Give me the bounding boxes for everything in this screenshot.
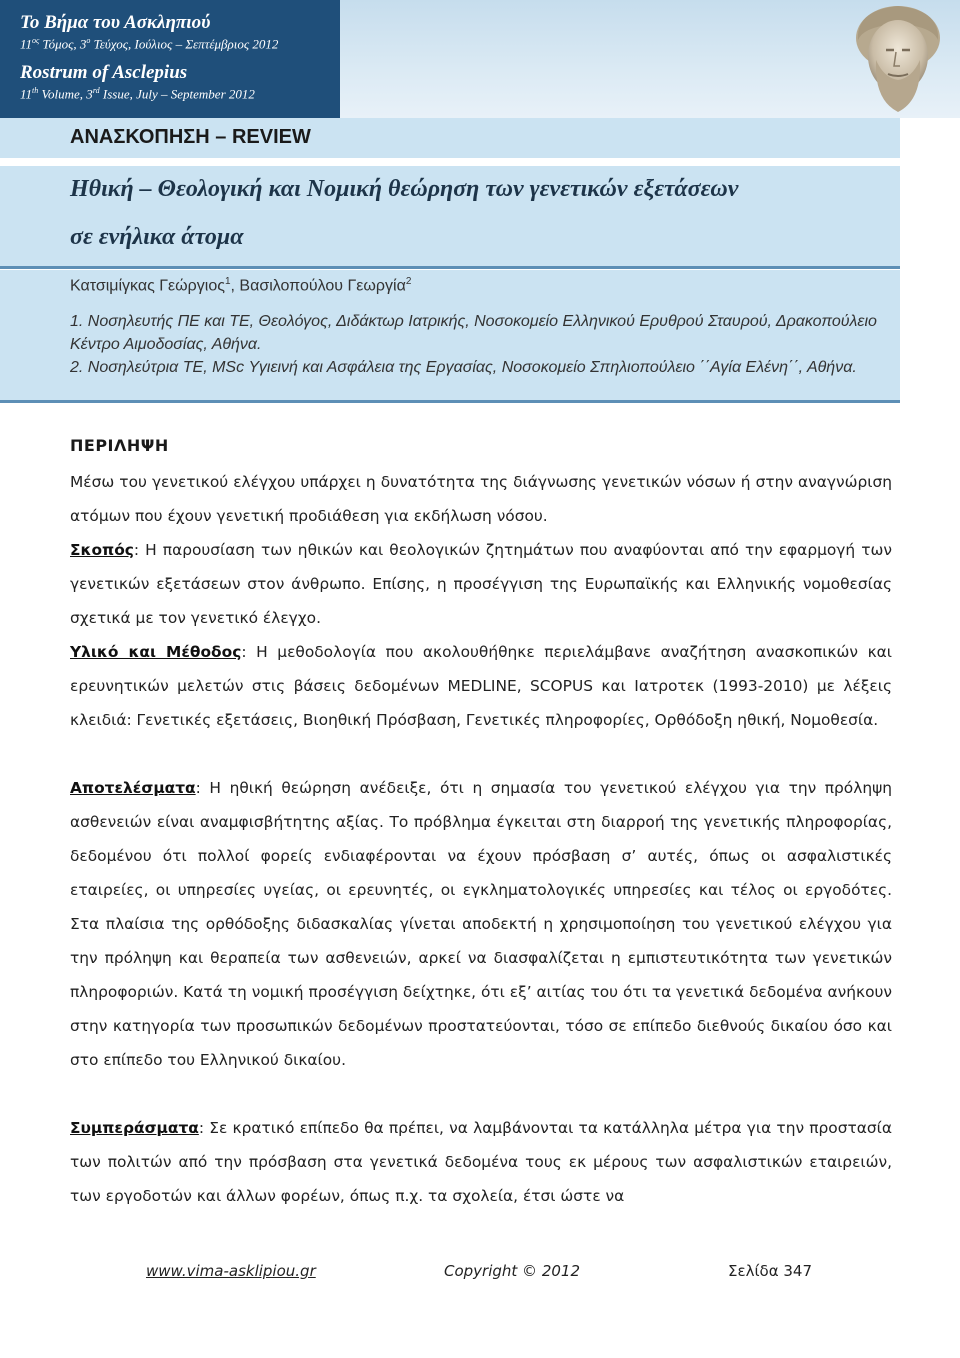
results-label: Αποτελέσματα bbox=[70, 779, 196, 797]
affiliation-2: 2. Νοσηλεύτρια ΤΕ, MSc Υγιεινή και Ασφάλεια της Εργασίας, Νοσοκομείο Σπηλιοπούλειο ΄΄Αγία Ελένη΄΄, Αθήνα. bbox=[70, 359, 857, 376]
article-title-line-1: Ηθική – Θεολογική και Νομική θεώρηση των γενετικών εξετάσεων bbox=[70, 176, 739, 202]
page-number: Σελίδα 347 bbox=[728, 1262, 813, 1280]
journal-header bbox=[0, 0, 960, 118]
aim-label: Σκοπός bbox=[70, 541, 134, 559]
abstract-intro: Μέσω του γενετικού ελέγχου υπάρχει η δυνατότητα της διάγνωσης γενετικών νόσων ή στην αναγνώριση ατόμων που έχουν γενετική προδιάθεση για εκδήλωση νόσου. bbox=[70, 473, 892, 525]
abstract-method: Υλικό και Μέθοδος: Η μεθοδολογία που ακολουθήθηκε περιελάμβανε αναζήτηση ανασκοπικών και ερευνητικών μελετών στις βάσεις δεδομένων MEDLINE, SCOPUS και Ιατροτεκ (1993-2010) με λέξεις κλειδιά: Γενετικές εξετάσεις, Βιοηθική Πρόσβαση, Γενετικές πληροφορίες, Ορθόδοξη ηθική, Νομοθεσία. bbox=[70, 643, 892, 729]
journal-title-greek: Το Βήμα του Ασκληπιού bbox=[20, 12, 211, 33]
affiliation-1: 1. Νοσηλευτής ΠΕ και ΤΕ, Θεολόγος, Διδάκτωρ Ιατρικής, Νοσοκομείο Ελληνικού Ερυθρού Σταυρού, Δρακοπούλειο Κέντρο Αιμοδοσίας, Αθήνα. bbox=[70, 313, 877, 353]
conclusions-label: Συμπεράσματα bbox=[70, 1119, 199, 1137]
issue-info-english: 11th Volume, 3rd Issue, July – September 2012 bbox=[20, 86, 255, 102]
article-type: ΑΝΑΣΚΟΠΗΣΗ – REVIEW bbox=[70, 126, 311, 148]
method-label: Υλικό και Μέθοδος bbox=[70, 643, 242, 661]
journal-title-english: Rostrum of Asclepius bbox=[20, 62, 188, 83]
abstract-conclusions: Συμπεράσματα: Σε κρατικό επίπεδο θα πρέπει, να λαμβάνονται τα κατάλληλα μέτρα για την προστασία των πολιτών από την πρόσβαση στα γενετικά δεδομένα τους εκ μέρους των ασφαλιστικών εταιρειών, των εργοδοτών και άλλων φορέων, όπως π.χ. τα σχολεία, έτσι ώστε να bbox=[70, 1119, 892, 1205]
abstract-aim: Σκοπός: Η παρουσίαση των ηθικών και θεολογικών ζητημάτων που αναφύονται από την εφαρμογή των γενετικών εξετάσεων στον άνθρωπο. Επίσης, η προσέγγιση της Ευρωπαϊκής και Ελληνικής νομοθεσίας σχετικά με τον γενετικό έλεγχο. bbox=[70, 541, 892, 627]
abstract-heading: ΠΕΡΙΛΗΨΗ bbox=[70, 436, 169, 455]
copyright-notice: Copyright © 2012 bbox=[444, 1262, 581, 1280]
authors: Κατσιμίγκας Γεώργιος$^1$, Βασιλοπούλου Γεωργία$^2$ bbox=[70, 276, 412, 295]
issue-info-greek: $11^{o\varsigma}$ Τόμος, $3^o$ Τεύχος, Ιούλιος – Σεπτέμβριος 2012 bbox=[20, 36, 279, 52]
asclepius-bust-logo bbox=[836, 0, 960, 118]
header-title-panel bbox=[0, 0, 340, 118]
article-title-line-2: σε ενήλικα άτομα bbox=[70, 224, 244, 250]
website-link[interactable]: www.vima-asklipiou.gr bbox=[146, 1262, 316, 1280]
abstract-results: Αποτελέσματα: Η ηθική θεώρηση ανέδειξε, ότι η σημασία του γενετικού ελέγχου για την πρόληψη ασθενειών είναι αναμφισβήτητης αξίας. Το πρόβλημα έγκειται στη διαρροή της γενετικής πληροφορίας, δεδομένου ότι πολλοί φορείς ενδιαφέρονται να έχουν πρόσβαση σ’ αυτές, όπως οι ασφαλιστικές εταιρείες, οι υπηρεσίες υγείας, οι ερευνητές, οι εγκληματολογικές υπηρεσίες και τέλος οι εργοδότες. Στα πλαίσια της ορθόδοξης διδασκαλίας γίνεται αποδεκτή η χρησιμοποίηση του γενετικού ελέγχου για την πρόληψη και θεραπεία των ασθενειών, αρκεί να διασφαλίζεται η εμπιστευτικότητα των γενετικών πληροφοριών. Κατά τη νομική προσέγγιση δείχτηκε, ότι εξ’ αιτίας του ότι τα γενετικά δεδομένα ανήκουν στην κατηγορία των προσωπικών δεδομένων προστατεύονται, τόσο σε επίπεδο διεθνούς δικαίου όσο και στο επίπεδο του Ελληνικού δικαίου. bbox=[70, 779, 892, 1069]
